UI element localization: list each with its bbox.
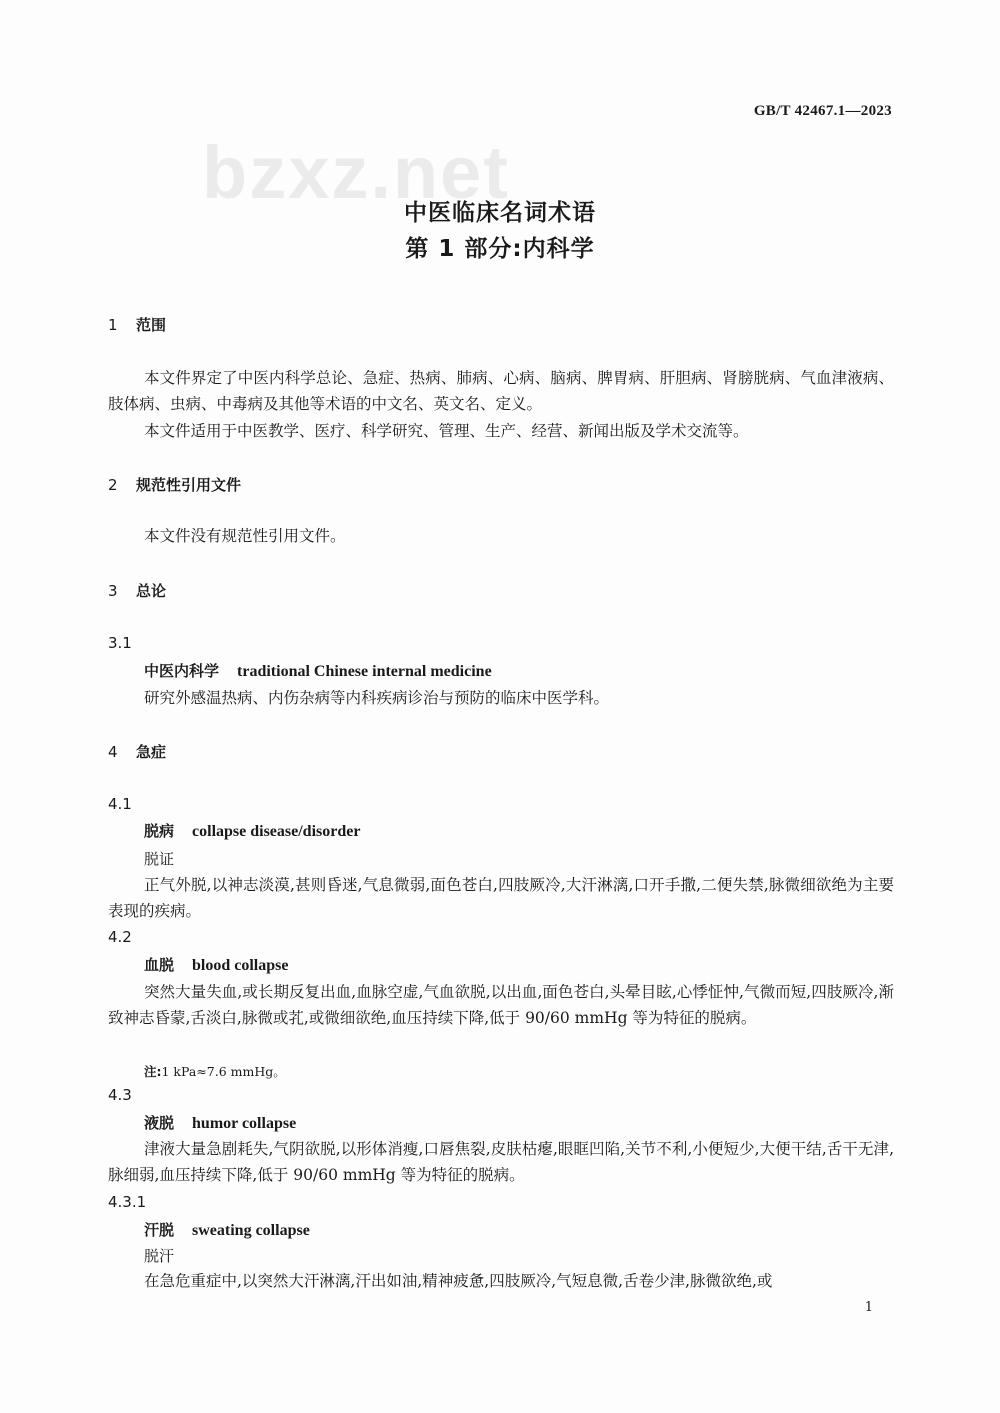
term-synonym: 脱汗 xyxy=(144,1247,175,1265)
section-title: 急症 xyxy=(136,743,167,761)
term-number: 4.2 xyxy=(108,928,132,946)
term-chinese: 汗脱 xyxy=(144,1221,175,1239)
section-heading-4 xyxy=(108,741,166,762)
term-number: 4.3 xyxy=(108,1086,132,1104)
term-chinese: 液脱 xyxy=(144,1114,175,1132)
term-number: 4.1 xyxy=(108,795,132,813)
section-title: 规范性引用文件 xyxy=(136,476,242,494)
term-number: 3.1 xyxy=(108,634,132,652)
term-definition: 正气外脱,以神志淡漠,甚则昏迷,气息微弱,面色苍白,四肢厥冷,大汗淋漓,口开手撒,二便失禁,脉微细欲绝为主要表现的疾病。 xyxy=(108,876,894,920)
page-number: 1 xyxy=(864,1300,873,1315)
section-title: 总论 xyxy=(136,582,167,600)
section-number: 2 xyxy=(108,476,118,494)
standard-number: GB/T 42467.1—2023 xyxy=(753,103,892,119)
section-heading-1 xyxy=(108,314,166,335)
term-chinese: 中医内科学 xyxy=(144,662,220,680)
term-chinese: 血脱 xyxy=(144,956,175,974)
scope-paragraph-1: 本文件界定了中医内科学总论、急症、热病、肺病、心病、脑病、脾胃病、肝胆病、肾膀胱病、气血津液病、肢体病、虫病、中毒病及其他等术语的中文名、英文名、定义。 xyxy=(108,369,894,413)
term-english: humor collapse xyxy=(192,1115,297,1132)
term-english: collapse disease/disorder xyxy=(192,823,361,840)
term-entry xyxy=(144,954,288,975)
term-definition: 突然大量失血,或长期反复出血,血脉空虚,气血欲脱,以出血,面色苍白,头晕目眩,心悸怔忡,气微而短,四肢厥冷,渐致神志昏蒙,舌淡白,脉微或芤,或微细欲绝,血压持续下降,低于 90/60 mmHg 等为特征的脱病。 xyxy=(108,983,894,1027)
section-number: 3 xyxy=(108,582,118,600)
term-definition: 在急危重症中,以突然大汗淋漓,汗出如油,精神疲惫,四肢厥冷,气短息微,舌卷少津,脉微欲绝,或 xyxy=(144,1272,773,1290)
section-heading-2 xyxy=(108,474,241,495)
term-definition: 研究外感温热病、内伤杂病等内科疾病诊治与预防的临床中医学科。 xyxy=(144,689,610,707)
section-number: 1 xyxy=(108,316,118,334)
document-title: 中医临床名词术语 xyxy=(404,200,596,226)
section-heading-3 xyxy=(108,580,166,601)
section-number: 4 xyxy=(108,743,118,761)
term-english: traditional Chinese internal medicine xyxy=(237,663,492,680)
term-entry xyxy=(144,1219,310,1240)
watermark-logo: bzxz.net xyxy=(202,131,510,214)
note-text: 1 kPa≈7.6 mmHg。 xyxy=(161,1064,286,1079)
term-entry xyxy=(144,820,360,841)
scope-paragraph-2: 本文件适用于中医教学、医疗、科学研究、管理、生产、经营、新闻出版及学术交流等。 xyxy=(144,422,749,440)
term-entry xyxy=(144,1112,296,1133)
section-title: 范围 xyxy=(136,316,167,334)
term-chinese: 脱病 xyxy=(144,822,175,840)
references-paragraph: 本文件没有规范性引用文件。 xyxy=(144,527,346,545)
term-number: 4.3.1 xyxy=(108,1193,147,1211)
term-english: sweating collapse xyxy=(192,1222,310,1239)
term-synonym: 脱证 xyxy=(144,850,175,868)
note-label: 注: xyxy=(144,1064,162,1079)
term-note xyxy=(144,1062,286,1080)
term-definition: 津液大量急剧耗失,气阴欲脱,以形体消瘦,口唇焦裂,皮肤枯瘪,眼眶凹陷,关节不利,小便短少,大便干结,舌干无津,脉细弱,血压持续下降,低于 90/60 mmHg 等为特征的脱病。 xyxy=(108,1140,894,1184)
term-entry xyxy=(144,660,492,681)
document-subtitle: 第 1 部分:内科学 xyxy=(405,236,595,262)
term-english: blood collapse xyxy=(192,957,289,974)
